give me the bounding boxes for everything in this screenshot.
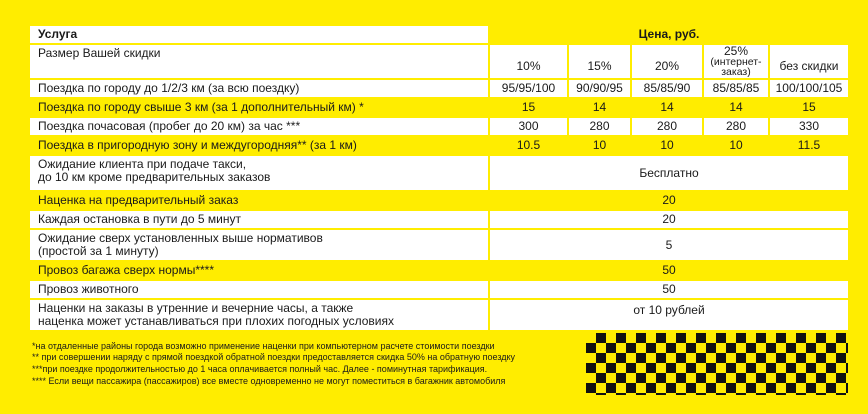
surcharge-label: Каждая остановка в пути до 5 минут bbox=[30, 211, 488, 228]
price-cell: 10 bbox=[632, 137, 702, 154]
price-cell: 280 bbox=[632, 118, 702, 135]
footnote-4: **** Если вещи пассажира (пассажиров) все вместе одновременно не могут поместиться в багажник автомобиля bbox=[32, 376, 506, 386]
surcharge-label: Провоз животного bbox=[30, 281, 488, 298]
discount-label: Размер Вашей скидки bbox=[30, 45, 488, 78]
footnote-2: ** при совершении наряду с прямой поездкой обратной поездки предоставляется скидка 50% на обратную поездку bbox=[32, 352, 516, 362]
price-cell: 90/90/95 bbox=[569, 80, 630, 97]
discount-25-note: (интернет- заказ) bbox=[710, 56, 762, 78]
surcharge-label: Провоз багажа сверх нормы**** bbox=[30, 262, 488, 279]
surcharge-label: Наценка на предварительный заказ bbox=[30, 192, 488, 209]
surcharge-label: Ожидание клиента при подаче такси, до 10 км кроме предварительных заказов bbox=[30, 156, 488, 190]
price-row-label: Поездка в пригородную зону и междугородняя** (за 1 км) bbox=[30, 137, 488, 154]
footnote-1: *на отдаленные районы города возможно применение наценки при компьютерном расчете стоимости поездки bbox=[32, 341, 495, 351]
discount-25 bbox=[704, 45, 768, 78]
price-cell: 330 bbox=[770, 118, 848, 135]
price-cell: 280 bbox=[704, 118, 768, 135]
price-cell: 300 bbox=[490, 118, 567, 135]
discount-20: 20% bbox=[632, 45, 702, 78]
surcharge-value: 50 bbox=[490, 281, 848, 298]
price-cell: 14 bbox=[704, 99, 768, 116]
surcharge-value: от 10 рублей bbox=[490, 300, 848, 330]
discount-10: 10% bbox=[490, 45, 567, 78]
surcharge-value: 5 bbox=[490, 230, 848, 260]
price-cell: 10 bbox=[704, 137, 768, 154]
surcharge-label: Наценки на заказы в утренние и вечерние часы, а также наценка может устанавливаться при плохих погодных условиях bbox=[30, 300, 488, 330]
price-cell: 14 bbox=[569, 99, 630, 116]
price-cell: 10.5 bbox=[490, 137, 567, 154]
taxi-checker-pattern bbox=[586, 333, 848, 395]
price-row-label: Поездка по городу до 1/2/3 км (за всю поездку) bbox=[30, 80, 488, 97]
price-row-label: Поездка по городу свыше 3 км (за 1 дополнительный км) * bbox=[30, 99, 488, 116]
price-cell: 15 bbox=[490, 99, 567, 116]
discount-25-value: 25% bbox=[723, 45, 749, 58]
surcharge-value: 20 bbox=[490, 211, 848, 228]
price-cell: 14 bbox=[632, 99, 702, 116]
price-cell: 95/95/100 bbox=[490, 80, 567, 97]
footnote-3: ***при поездке продолжительностью до 1 часа оплачивается полный час. Далее - поминутная тарификация. bbox=[32, 364, 488, 374]
price-cell: 85/85/85 bbox=[704, 80, 768, 97]
price-cell: 280 bbox=[569, 118, 630, 135]
service-header: Услуга bbox=[30, 26, 488, 43]
price-cell: 15 bbox=[770, 99, 848, 116]
price-row-label: Поездка почасовая (пробег до 20 км) за час *** bbox=[30, 118, 488, 135]
price-cell: 11.5 bbox=[770, 137, 848, 154]
surcharge-value: 50 bbox=[490, 262, 848, 279]
surcharge-value: Бесплатно bbox=[490, 156, 848, 190]
price-header: Цена, руб. bbox=[490, 26, 848, 43]
price-cell: 85/85/90 bbox=[632, 80, 702, 97]
surcharge-label: Ожидание сверх установленных выше нормативов (простой за 1 минуту) bbox=[30, 230, 488, 260]
discount-none: без скидки bbox=[770, 45, 848, 78]
price-cell: 100/100/105 bbox=[770, 80, 848, 97]
surcharge-value: 20 bbox=[490, 192, 848, 209]
price-cell: 10 bbox=[569, 137, 630, 154]
discount-15: 15% bbox=[569, 45, 630, 78]
